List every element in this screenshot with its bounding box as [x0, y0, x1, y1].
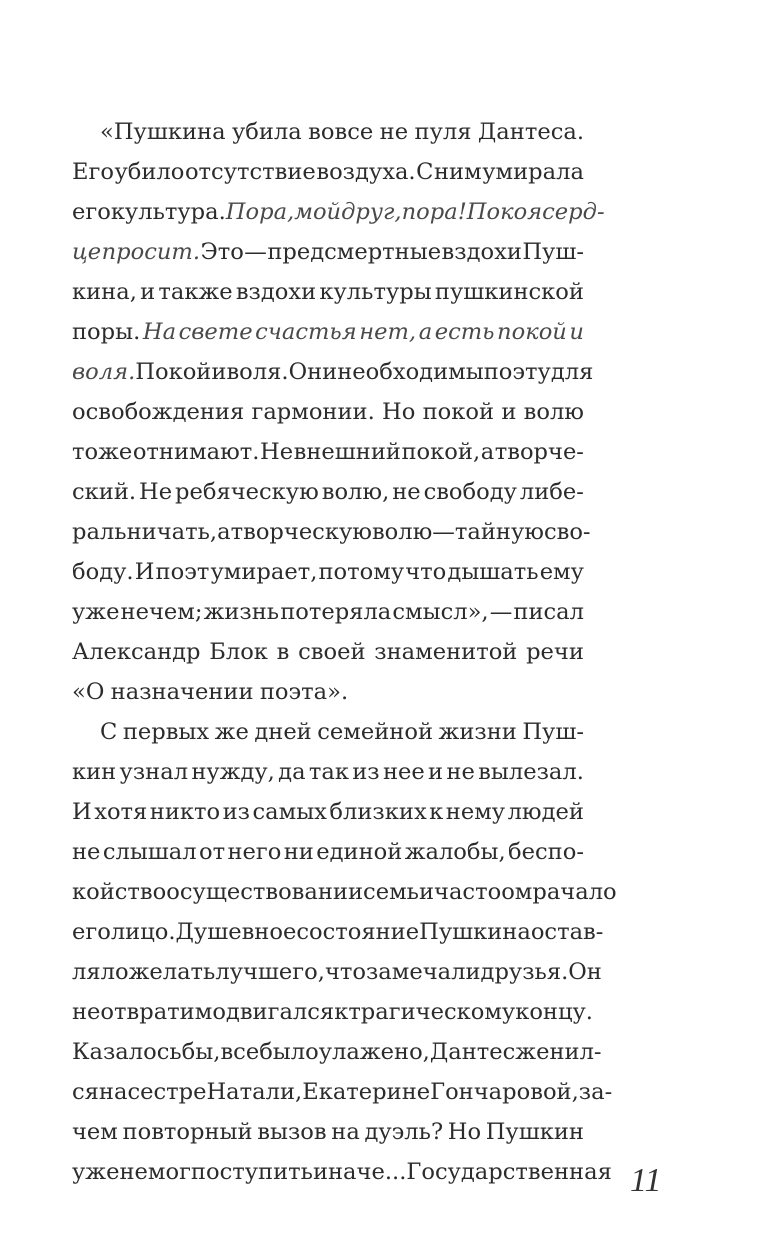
word: умирает,: [210, 559, 318, 585]
word: все: [220, 1039, 260, 1065]
text-line: [72, 472, 584, 512]
word: сво-: [543, 519, 591, 545]
text-line: [72, 272, 584, 312]
word: женил-: [515, 1039, 602, 1065]
word: Он: [568, 959, 602, 985]
word: потеряла: [280, 599, 392, 625]
word: либе-: [519, 479, 584, 505]
word: на: [331, 1119, 360, 1145]
body-text: [72, 112, 617, 1192]
italic-word: На: [142, 319, 177, 345]
word: Покой: [135, 359, 212, 385]
word: беспо-: [508, 839, 584, 865]
word: тоже: [72, 439, 133, 465]
word: мог: [147, 1159, 191, 1185]
italic-word: пора!: [401, 199, 467, 225]
word: Не: [259, 439, 294, 465]
word: для: [550, 359, 594, 385]
word: «О: [72, 679, 105, 705]
word: да: [278, 759, 306, 785]
word: «Пушкина: [100, 119, 226, 145]
word: ребяческую: [175, 479, 319, 505]
text-line: [72, 1152, 612, 1192]
italic-word: а: [418, 319, 433, 345]
word: боду.: [72, 559, 134, 585]
word: предсмертные: [267, 239, 442, 265]
word: его: [72, 199, 111, 225]
word: отсутствие: [184, 159, 316, 185]
word: своей: [298, 639, 366, 665]
text-line: [72, 1072, 613, 1112]
word: улажено,: [318, 1039, 430, 1065]
word: Душевное: [175, 919, 297, 945]
word: воздуха.: [316, 159, 416, 185]
text-line: [72, 192, 605, 232]
word: культура.: [110, 199, 226, 225]
word: назначении: [110, 679, 254, 705]
word: самых: [252, 799, 327, 825]
word: и: [211, 359, 227, 385]
word: дуэль?: [364, 1119, 444, 1145]
page-number: 11: [630, 1162, 662, 1199]
word: кин: [72, 759, 117, 785]
word: культуры: [319, 279, 432, 305]
word: жизни: [438, 719, 517, 745]
word: часто: [434, 879, 502, 905]
word: уже: [72, 599, 120, 625]
word: жалобы,: [404, 839, 506, 865]
word: покой,: [401, 439, 481, 465]
word: вздохи: [441, 239, 522, 265]
word: дышать: [447, 559, 539, 585]
word: Александр: [72, 639, 201, 665]
italic-word: друг,: [341, 199, 402, 225]
word: Но: [447, 1119, 482, 1145]
text-line: [72, 152, 584, 192]
word: волю: [371, 519, 433, 545]
word: первых: [122, 719, 210, 745]
word: Государственная: [406, 1159, 612, 1185]
word: поэт: [155, 559, 210, 585]
italic-word: и: [569, 319, 584, 345]
word: убила: [231, 119, 302, 145]
italic-word: Пора,: [225, 199, 295, 225]
word: свободу: [423, 479, 517, 505]
word: нему: [445, 799, 506, 825]
word: кина,: [72, 279, 137, 305]
word: никто: [149, 799, 221, 825]
word: двигался: [225, 999, 335, 1025]
word: от: [199, 839, 226, 865]
word: И: [134, 559, 155, 585]
word: Не: [139, 479, 173, 505]
word: Пушкин: [485, 1119, 584, 1145]
text-line: [72, 872, 617, 912]
word: вызов: [257, 1119, 327, 1145]
word: отнимают.: [132, 439, 260, 465]
text-line: [72, 592, 584, 632]
word: было: [259, 1039, 319, 1065]
word: неотвратимо: [72, 999, 226, 1025]
word: воля.: [226, 359, 289, 385]
text-line: [72, 312, 584, 352]
word: —: [432, 519, 455, 545]
word: —: [489, 599, 513, 625]
word: него: [227, 839, 282, 865]
italic-word: серд-: [542, 199, 605, 225]
word: близких: [329, 799, 427, 825]
word: иначе...: [312, 1159, 407, 1185]
word: из: [352, 759, 380, 785]
word: же: [214, 719, 249, 745]
word: ему: [539, 559, 584, 585]
italic-word: нет,: [359, 319, 417, 345]
italic-word: це: [72, 239, 102, 265]
word: не: [446, 759, 475, 785]
word: не: [392, 479, 421, 505]
paragraph: [72, 112, 605, 712]
word: состояние: [296, 919, 420, 945]
word: поэта».: [259, 679, 349, 705]
word: к: [334, 999, 349, 1025]
word: нее: [382, 759, 425, 785]
word: желать: [128, 959, 216, 985]
italic-word: просит.: [101, 239, 201, 265]
text-line: [72, 1112, 584, 1152]
word: и: [140, 279, 156, 305]
word: поэту: [483, 359, 551, 385]
word: жизнь: [203, 599, 280, 625]
word: семейной: [317, 719, 434, 745]
word: Дантес: [429, 1039, 516, 1065]
word: освобождения: [72, 399, 245, 425]
word: а: [217, 519, 231, 545]
word: Но: [382, 399, 416, 425]
word: из: [222, 799, 251, 825]
word: также: [158, 279, 233, 305]
word: ним: [434, 159, 482, 185]
word: покой: [422, 399, 495, 425]
italic-word: есть: [434, 319, 495, 345]
word: Пуш-: [522, 239, 584, 265]
word: бы,: [181, 1039, 221, 1065]
text-line: [72, 992, 593, 1032]
word: ся: [72, 1079, 99, 1105]
text-line: [72, 792, 584, 832]
text-line: [72, 952, 602, 992]
word: ляло: [72, 959, 129, 985]
word: С: [100, 719, 118, 745]
word: узнал: [119, 759, 189, 785]
word: омрачало: [501, 879, 617, 905]
italic-word: счастья: [255, 319, 357, 345]
word: так: [308, 759, 349, 785]
word: С: [416, 159, 434, 185]
italic-word: покой: [497, 319, 567, 345]
text-line: [72, 512, 591, 552]
text-line: [72, 352, 594, 392]
word: единой: [316, 839, 403, 865]
word: а: [480, 439, 495, 465]
word: дней: [254, 719, 312, 745]
word: тайную: [454, 519, 544, 545]
word: писал: [513, 599, 584, 625]
word: Пуш-: [522, 719, 584, 745]
word: речи: [526, 639, 584, 665]
word: Казалось: [72, 1039, 182, 1065]
word: пуля: [414, 119, 472, 145]
italic-word: воля.: [72, 359, 136, 385]
text-line: [72, 632, 584, 672]
word: умирала: [482, 159, 584, 185]
word: ральничать,: [72, 519, 218, 545]
word: друзья.: [480, 959, 569, 985]
word: вовсе: [308, 119, 374, 145]
word: не: [119, 1159, 148, 1185]
italic-word: мой: [294, 199, 342, 225]
word: замечали: [365, 959, 481, 985]
word: и: [501, 399, 517, 425]
word: концу.: [515, 999, 593, 1025]
word: потому: [318, 559, 405, 585]
word: слышал: [102, 839, 197, 865]
word: И: [72, 799, 92, 825]
text-line: [72, 912, 604, 952]
word: сестре: [127, 1079, 207, 1105]
word: чем: [72, 1119, 118, 1145]
text-line: [72, 832, 584, 872]
word: и: [428, 759, 444, 785]
word: творческую: [230, 519, 372, 545]
word: уже: [72, 1159, 120, 1185]
text-line: [72, 752, 584, 792]
text-line: [72, 552, 584, 592]
word: семьи: [363, 879, 435, 905]
word: Блок: [209, 639, 268, 665]
italic-word: Покоя: [466, 199, 543, 225]
word: в: [276, 639, 290, 665]
word: за-: [578, 1079, 613, 1105]
word: людей: [507, 799, 584, 825]
word: ни: [283, 839, 314, 865]
word: койство: [72, 879, 167, 905]
word: к: [429, 799, 444, 825]
word: существовании: [179, 879, 364, 905]
word: что: [405, 559, 447, 585]
word: не: [72, 839, 101, 865]
word: внешний: [293, 439, 401, 465]
word: нужду,: [191, 759, 275, 785]
word: Это: [200, 239, 244, 265]
text-line: [72, 232, 584, 272]
word: волю,: [321, 479, 390, 505]
word: вылезал.: [478, 759, 584, 785]
text-line: [72, 392, 584, 432]
word: убило: [114, 159, 185, 185]
word: Гончаровой,: [430, 1079, 579, 1105]
word: ский.: [72, 479, 137, 505]
word: Пушкина: [419, 919, 531, 945]
word: Екатерине: [302, 1079, 431, 1105]
word: что: [324, 959, 366, 985]
word: Натали,: [206, 1079, 303, 1105]
word: творче-: [494, 439, 584, 465]
word: Дантеса.: [477, 119, 584, 145]
text-line: [72, 1032, 602, 1072]
word: нечем;: [120, 599, 203, 625]
word: повторный: [122, 1119, 253, 1145]
word: лицо.: [110, 919, 176, 945]
word: гармонии.: [251, 399, 375, 425]
word: трагическому: [348, 999, 516, 1025]
word: Они: [288, 359, 338, 385]
word: лучшего,: [215, 959, 325, 985]
word: —: [244, 239, 267, 265]
word: не: [379, 119, 409, 145]
text-line: [72, 672, 584, 712]
word: о: [166, 879, 180, 905]
word: вздохи: [235, 279, 317, 305]
italic-word: свете: [178, 319, 253, 345]
word: его: [72, 919, 111, 945]
word: знаменитой: [374, 639, 518, 665]
word: пушкинской: [434, 279, 584, 305]
text-line: [72, 432, 584, 472]
word: поры.: [72, 319, 141, 345]
word: смысл»,: [392, 599, 489, 625]
paragraph: [72, 712, 617, 1192]
word: поступить: [190, 1159, 313, 1185]
word: необходимы: [337, 359, 484, 385]
word: хотя: [94, 799, 148, 825]
text-line: [72, 712, 584, 752]
word: остав-: [530, 919, 604, 945]
word: Его: [72, 159, 114, 185]
text-line: [72, 112, 584, 152]
word: на: [98, 1079, 128, 1105]
word: волю: [523, 399, 584, 425]
